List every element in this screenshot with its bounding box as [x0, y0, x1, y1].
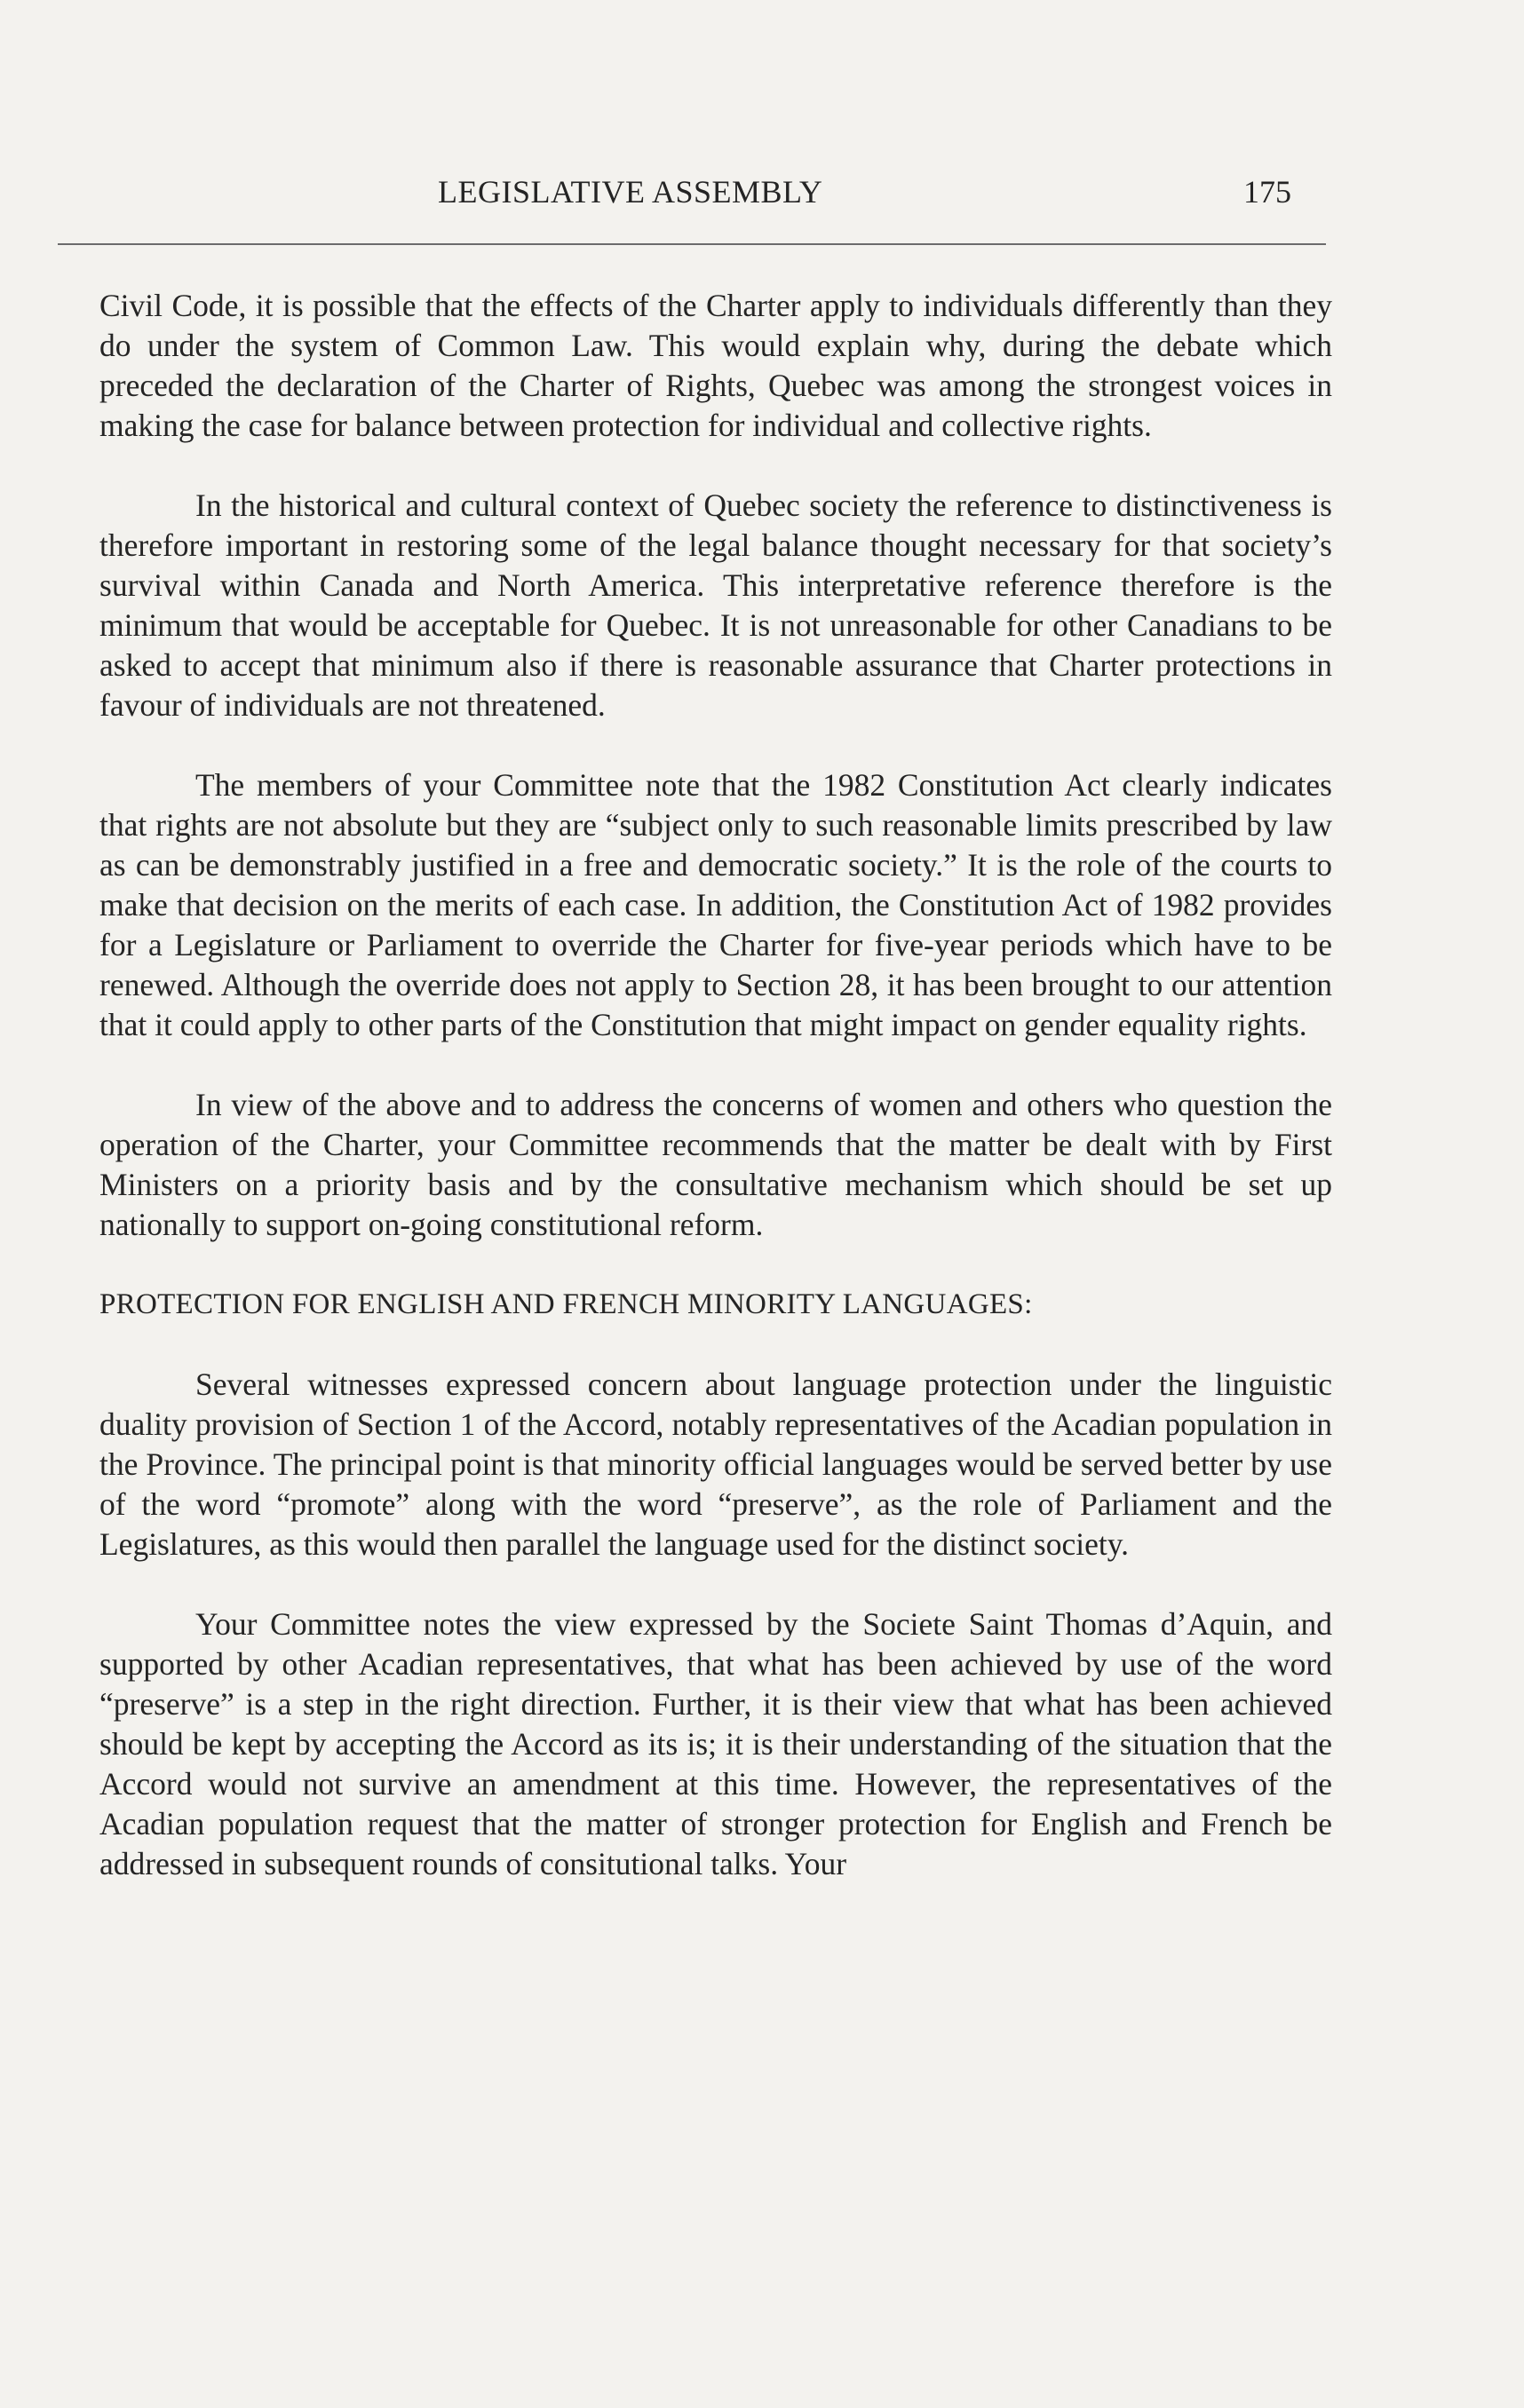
section-heading: PROTECTION FOR ENGLISH AND FRENCH MINORITY LANGUAGES:	[99, 1288, 1033, 1320]
paragraph-2: In the historical and cultural context of Quebec society the reference to distinctiveness is therefore important in restoring some of the legal balance thought necessary for that society’s survival within Canada and North America. This interpretative reference therefore is the minimum that would be acceptable for Quebec. It is not unreasonable for other Canadians to be asked to accept that minimum also if there is reasonable assurance that Charter protections in favour of individuals are not threatened.	[99, 487, 1332, 723]
paragraph-3: The members of your Committee note that the 1982 Constitution Act clearly indicates that rights are not absolute but they are “subject only to such reasonable limits prescribed by law as can be demonstrably justified in a free and democratic society.” It is the role of the courts to make that decision on the merits of each case. In addition, the Constitution Act of 1982 provides for a Legislature or Parliament to override the Charter for five-year periods which have to be renewed. Although the override does not apply to Section 28, it has been brought to our attention that it could apply to other parts of the Constitution that might impact on gender equality rights.	[99, 767, 1332, 1042]
paragraph-1: Civil Code, it is possible that the effects of the Charter apply to individuals differently than they do under the system of Common Law. This would explain why, during the debate which preceded the declaration of the Charter of Rights, Quebec was among the strongest voices in making the case for balance between protection for individual and collective rights.	[99, 288, 1332, 443]
paragraph-5: Several witnesses expressed concern about language protection under the linguistic duality provision of Section 1 of the Accord, notably representatives of the Acadian population in the Province. The principal point is that minority official languages would be served better by use of the word “promote” along with the word “preserve”, as the role of Parliament and the Legislatures, as this would then parallel the language used for the distinct society.	[99, 1366, 1332, 1562]
paragraph-4: In view of the above and to address the concerns of women and others who question the operation of the Charter, your Committee recommends that the matter be dealt with by First Ministers on a priority basis and by the consultative mechanism which should be set up nationally to support on-going constitutional reform.	[99, 1087, 1332, 1242]
running-title: LEGISLATIVE ASSEMBLY	[438, 174, 823, 210]
paragraph-6: Your Committee notes the view expressed by the Societe Saint Thomas d’Aquin, and supported by other Acadian representatives, that what has been achieved by use of the word “preserve” is a step in the right direction. Further, it is their view that what has been achieved should be kept by accepting the Accord as its is; it is their understanding of the situation that the Accord would not survive an amendment at this time. However, the representatives of the Acadian population request that the matter of stronger protection for English and French be addressed in subsequent rounds of consitutional talks. Your	[99, 1606, 1332, 1881]
header-rule	[58, 243, 1326, 245]
body-text	[99, 286, 1332, 1924]
page-number: 175	[1243, 174, 1291, 210]
running-header	[0, 173, 1524, 223]
